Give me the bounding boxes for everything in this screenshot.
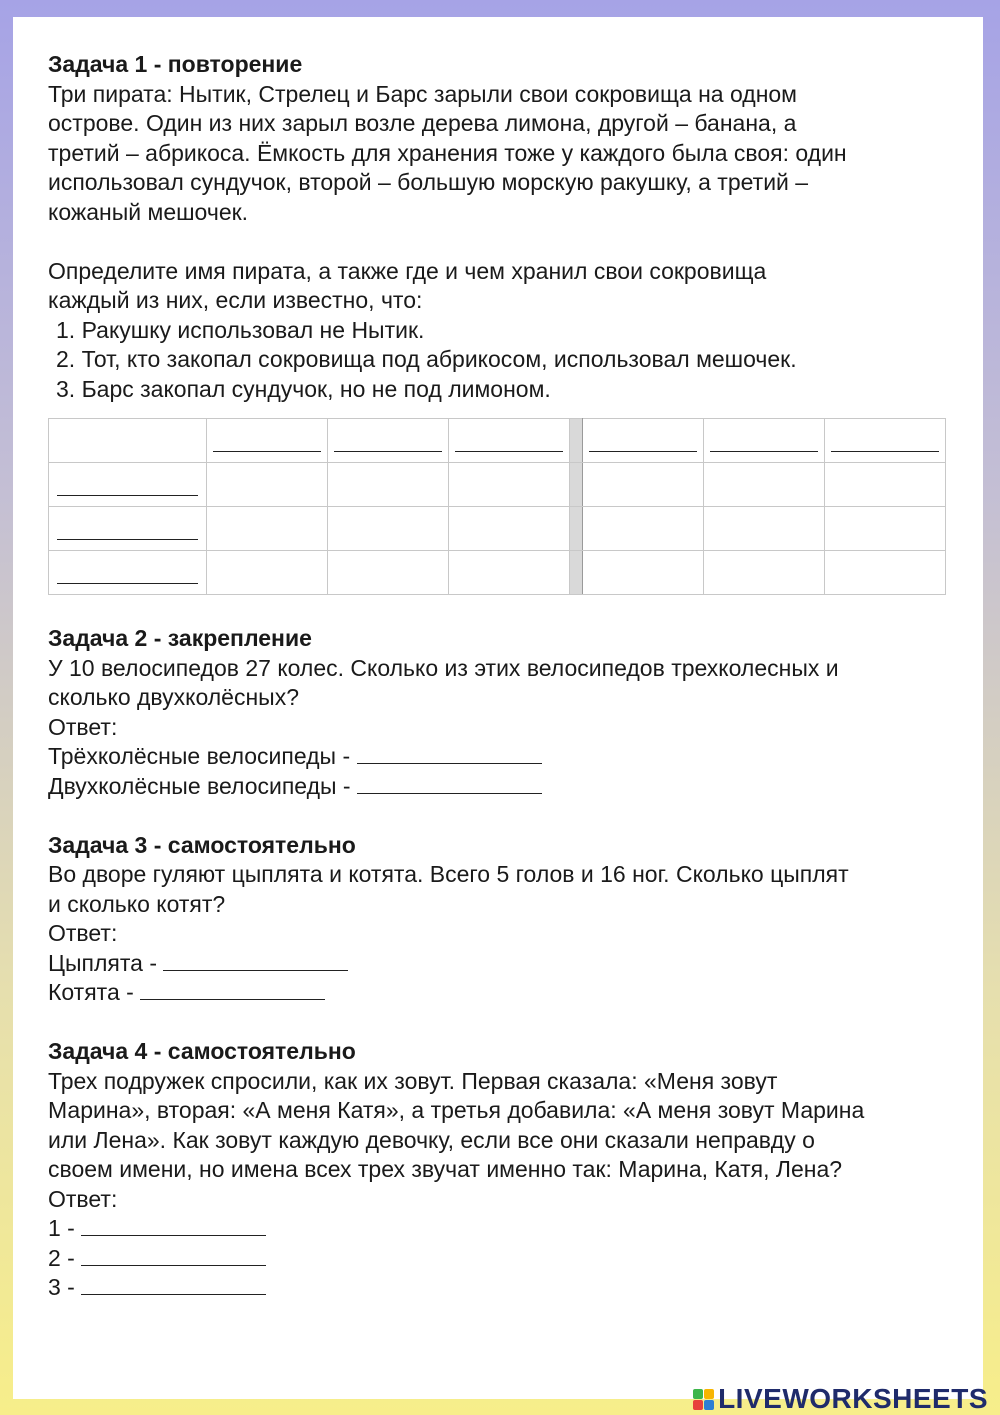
answer-label: 3 - [48,1274,75,1300]
logo-text: LIVEWORKSHEETS [718,1383,988,1414]
row-header-blank[interactable] [57,539,198,540]
task1-title: Задача 1 - повторение [48,51,303,77]
grid-cell[interactable] [328,463,449,507]
grid-cell[interactable] [207,463,328,507]
task1-intro-line: кожаный мешочек. [48,198,249,225]
table-separator [570,507,583,551]
task1-condition: 1. Ракушку использовал не Нытик. [56,316,425,343]
header-blank[interactable] [831,451,939,452]
table-header-cell [583,419,704,463]
grid-cell[interactable] [704,551,825,595]
grid-cell[interactable] [207,507,328,551]
table-corner-cell [49,419,207,463]
task3-answer-row [48,978,958,1008]
grid-cell[interactable] [825,463,946,507]
task3-text-line: Во дворе гуляют цыплята и котята. Всего 5 голов и 16 ног. Сколько цыплят [48,861,849,887]
task4-text-line: Марина», вторая: «А меня Катя», а третья добавила: «А меня зовут Марина [48,1097,865,1123]
table-row [49,551,946,595]
table-row [49,507,946,551]
table-separator [570,419,583,463]
grid-cell[interactable] [449,551,570,595]
row-header-cell [49,463,207,507]
task2-answer-row [48,772,958,802]
header-blank[interactable] [334,451,442,452]
task1-conditions [48,316,958,405]
task1-question-line: Определите имя пирата, а также где и чем хранил свои сокровища [48,257,767,284]
answer-label: Котята - [48,979,134,1005]
table-header-cell [449,419,570,463]
task2-text-line: сколько двухколёсных? [48,684,299,710]
grid-cell[interactable] [207,551,328,595]
grid-cell[interactable] [328,551,449,595]
row-header-blank[interactable] [57,583,198,584]
task1-condition: 3. Барс закопал сундучок, но не под лимоном. [56,375,551,402]
grid-cell[interactable] [449,463,570,507]
grid-cell[interactable] [825,551,946,595]
table-separator [570,551,583,595]
answer-label: Трёхколёсные велосипеды - [48,743,351,769]
task2-text-line: У 10 велосипедов 27 колес. Сколько из этих велосипедов трехколесных и [48,654,839,681]
table-header-cell [704,419,825,463]
task2-title: Задача 2 - закрепление [48,625,312,651]
answer-label: Двухколёсные велосипеды - [48,772,351,799]
answer-blank[interactable] [357,745,542,764]
task2-answer-row [48,742,958,772]
row-header-cell [49,507,207,551]
grid-cell[interactable] [583,463,704,507]
task4-answer-row [48,1214,958,1244]
answer-blank[interactable] [163,952,348,971]
logo-mark-icon [693,1389,714,1410]
header-blank[interactable] [589,451,697,452]
answer-blank[interactable] [81,1276,266,1295]
task4-answer-row [48,1244,958,1274]
task4-text-line: Трех подружек спросили, как их зовут. Первая сказала: «Меня зовут [48,1067,778,1094]
task1-intro-line: острове. Один из них зарыл возле дерева лимона, другой – банана, а [48,110,797,136]
task3-answer-row [48,949,958,979]
header-blank[interactable] [710,451,818,452]
answer-blank[interactable] [357,775,542,794]
task2-answer-label: Ответ: [48,713,118,740]
answer-blank[interactable] [81,1217,266,1236]
task3-text-line: и сколько котят? [48,890,226,917]
table-row [49,419,946,463]
grid-cell[interactable] [328,507,449,551]
task1-question-line: каждый из них, если известно, что: [48,287,423,313]
task1-intro-line: третий – абрикоса. Ёмкость для хранения тоже у каждого была своя: один [48,139,847,166]
task1-intro-line: Три пирата: Нытик, Стрелец и Барс зарыли свои сокровища на одном [48,80,797,107]
task3-answer-label: Ответ: [48,920,118,946]
row-header-cell [49,551,207,595]
logic-grid-table [48,418,946,595]
grid-cell[interactable] [825,507,946,551]
answer-label: 1 - [48,1215,75,1241]
task4-text-line: или Лена». Как зовут каждую девочку, если все они сказали неправду о [48,1126,815,1153]
answer-label: Цыплята - [48,949,157,976]
grid-cell[interactable] [449,507,570,551]
table-header-cell [207,419,328,463]
task1-intro-line: использовал сундучок, второй – большую морскую ракушку, а третий – [48,169,809,195]
task1-condition: 2. Тот, кто закопал сокровища под абрикосом, использовал мешочек. [56,346,797,372]
grid-cell[interactable] [704,463,825,507]
answer-label: 2 - [48,1244,75,1271]
task4-text-line: своем имени, но имена всех трех звучат именно так: Марина, Катя, Лена? [48,1156,843,1182]
table-header-cell [328,419,449,463]
header-blank[interactable] [213,451,321,452]
table-separator [570,463,583,507]
liveworksheets-logo [693,1383,988,1415]
grid-cell[interactable] [583,507,704,551]
answer-blank[interactable] [140,981,325,1000]
header-blank[interactable] [455,451,563,452]
worksheet-content [48,50,958,1303]
task4-answer-row [48,1273,958,1303]
table-row [49,463,946,507]
grid-cell[interactable] [704,507,825,551]
row-header-blank[interactable] [57,495,198,496]
grid-cell[interactable] [583,551,704,595]
task4-title: Задача 4 - самостоятельно [48,1038,356,1064]
answer-blank[interactable] [81,1247,266,1266]
table-header-cell [825,419,946,463]
task4-answer-label: Ответ: [48,1185,118,1212]
worksheet-page [13,17,983,1399]
task3-title: Задача 3 - самостоятельно [48,831,356,858]
